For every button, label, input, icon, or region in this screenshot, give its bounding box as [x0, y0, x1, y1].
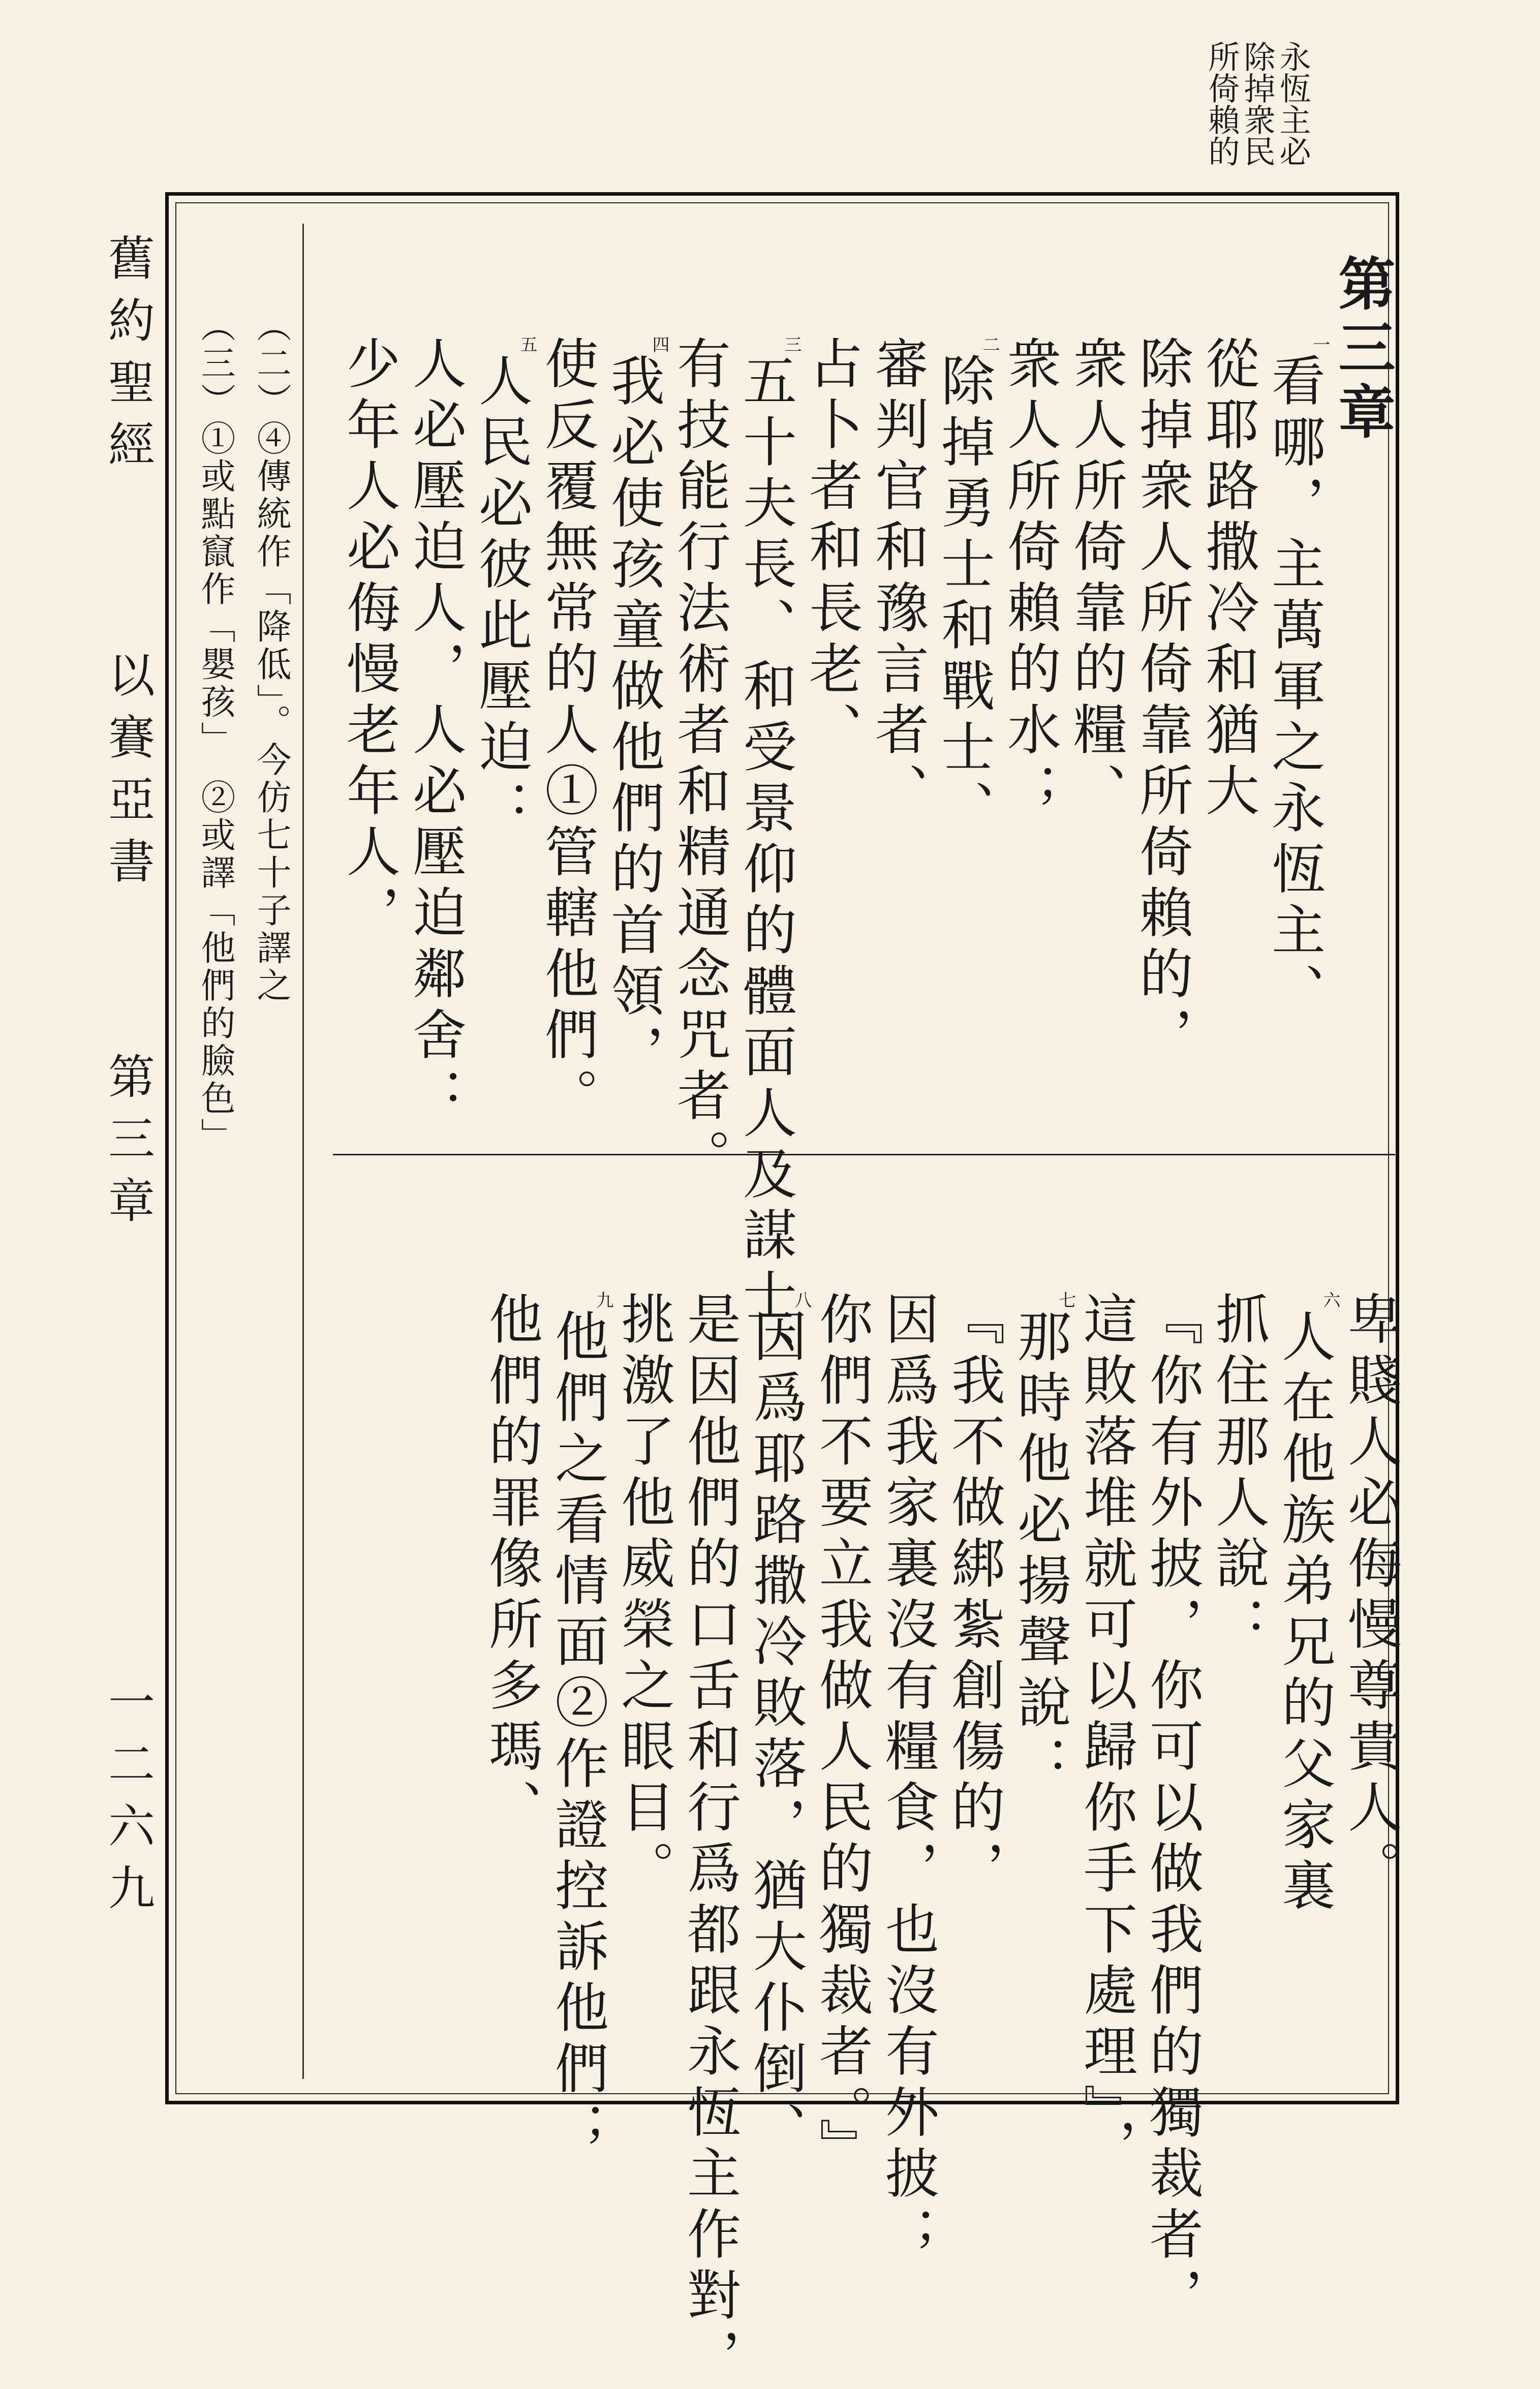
verse-number: 七	[1056, 1291, 1076, 1308]
line-text: 人民必彼此壓迫：	[470, 353, 533, 841]
lower-line	[1332, 1291, 1409, 1901]
line-text: 從耶路撒冷和猶大	[1197, 335, 1259, 823]
line-text: 他們的罪像所多瑪、	[480, 1291, 543, 1840]
upper-line	[595, 335, 672, 1085]
line-text: 這敗落堆就可以歸你手下處理』，	[1075, 1291, 1137, 2179]
footnote-divider	[302, 224, 304, 2079]
verse-number: 三	[781, 335, 802, 353]
lower-line	[1199, 1291, 1277, 1657]
verse-number: 八	[791, 1291, 812, 1308]
line-text: 你們不要立我做人民的獨裁者。』	[811, 1291, 873, 2179]
upper-line	[396, 335, 474, 1128]
lower-line	[539, 1291, 616, 2162]
line-text: 少年人必侮慢老年人，	[338, 335, 401, 945]
chapter-heading: 第三章	[1329, 254, 1396, 446]
running-chapter: 第三章	[101, 1052, 155, 1238]
verse-number: 九	[593, 1291, 613, 1308]
footnote: （三）①或點竄作「嬰孩」 ②或譯「他們的臉色」	[195, 308, 235, 1155]
line-text: 『我不做綁紮創傷的，	[943, 1291, 1005, 1901]
line-text: 挑激了他威榮之眼目。	[612, 1291, 675, 1901]
line-text: 占卜者和長老、	[800, 335, 863, 762]
line-text: 因爲耶路撒冷敗落，猶大仆倒、	[745, 1308, 807, 2162]
line-text: 衆人所倚靠的糧、	[1065, 335, 1127, 823]
lower-line	[803, 1291, 880, 2179]
verse-number: 四	[649, 335, 669, 353]
upper-line	[991, 335, 1068, 823]
lower-line	[737, 1291, 814, 2162]
book-title: 舊約聖經	[101, 234, 155, 482]
verse-number: 一	[1310, 335, 1330, 353]
upper-line	[1189, 335, 1267, 823]
running-title: 以賽亞書	[101, 651, 155, 899]
upper-line	[1255, 335, 1333, 1024]
line-text: 除掉衆人所倚靠所倚賴的，	[1131, 335, 1193, 1067]
line-text: 抓住那人說：	[1207, 1291, 1270, 1657]
upper-line	[925, 335, 1002, 841]
upper-line	[529, 335, 606, 1128]
upper-line	[859, 335, 936, 823]
line-text: 卑賤人必侮慢尊貴人。	[1339, 1291, 1402, 1901]
verse-number: 五	[517, 335, 537, 353]
summary-line: 除掉衆民	[1239, 41, 1276, 167]
upper-line	[1123, 335, 1200, 1067]
line-text: 審判官和豫言者、	[867, 335, 929, 823]
line-text: 人在他族弟兄的父家裏	[1273, 1308, 1336, 1918]
line-text: 那時他必揚聲說：	[1009, 1308, 1071, 1796]
lower-line	[605, 1291, 682, 1901]
summary-line: 永恆主必	[1274, 41, 1311, 167]
lower-line	[869, 1291, 946, 2267]
lower-line	[1133, 1291, 1211, 2328]
upper-line	[661, 335, 738, 1189]
line-text: 因爲我家裏沒有糧食，也沒有外披；	[877, 1291, 939, 2267]
verse-number: 六	[1320, 1291, 1340, 1308]
line-text: 『你有外披，你可以做我們的獨裁者，	[1141, 1291, 1204, 2328]
upper-line	[1057, 335, 1134, 823]
upper-line	[330, 335, 408, 945]
upper-line	[727, 335, 804, 1390]
line-text: 看哪，主萬軍之永恆主、	[1263, 353, 1326, 1024]
horizontal-divider	[333, 1154, 1395, 1155]
footnote: （二）④傳統作「降低」。今仿七十子譯之	[251, 308, 291, 1005]
verse-number: 二	[979, 335, 1000, 353]
summary-line: 所倚賴的	[1203, 41, 1240, 167]
lower-line	[1266, 1291, 1343, 1918]
upper-line	[463, 335, 540, 841]
line-text: 衆人所倚賴的水；	[999, 335, 1061, 823]
lower-line	[935, 1291, 1012, 1901]
lower-line	[671, 1291, 748, 2389]
chapter-summary	[1204, 41, 1310, 167]
line-text: 使反覆無常的人①管轄他們。	[536, 335, 599, 1128]
line-text: 除掉勇士和戰士、	[933, 353, 995, 841]
line-text: 有技能行法術者和精通念咒者。	[668, 335, 731, 1189]
upper-line	[793, 335, 870, 762]
lower-line	[1067, 1291, 1145, 2179]
line-text: 他們之看情面②作證控訴他們；	[546, 1308, 609, 2162]
page-number: 一二六九	[101, 1677, 155, 1925]
lower-line	[1001, 1291, 1079, 1796]
line-text: 我必使孩童做他們的首領，	[602, 353, 665, 1085]
line-text: 人必壓迫人，人必壓迫鄰舍：	[404, 335, 467, 1128]
lower-line	[473, 1291, 550, 1840]
line-text: 五十夫長、和受景仰的體面人及謀士、	[734, 353, 797, 1390]
line-text: 是因他們的口舌和行爲都跟永恆主作對，	[679, 1291, 741, 2389]
